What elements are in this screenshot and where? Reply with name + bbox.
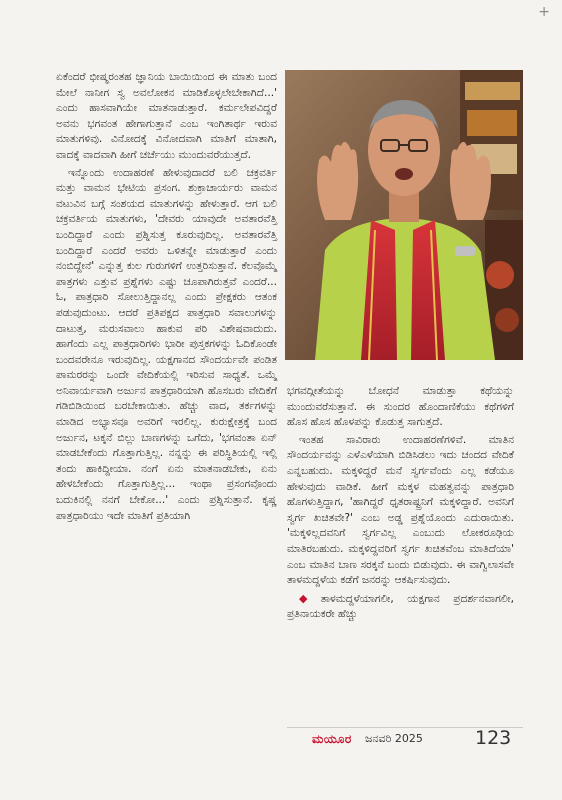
- corner-mark: +: [538, 4, 550, 20]
- left-column: [56, 70, 277, 524]
- paragraph: ಇನ್ನೊಂದು ಉದಾಹರಣೆ ಹೇಳುವುದಾದರೆ ಬಲಿ ಚಕ್ರವರ್ತಿ ಮತ್ತು ವಾಮನ ಭೇಟಿಯ ಪ್ರಸಂಗ. ಶುಕ್ರಾಚಾರ್ಯರು ವಾಮನ ವಟುವಿನ ಬಗ್ಗೆ ಸಂಶಯದ ಮಾತುಗಳನ್ನು ಹೇಳುತ್ತಾರೆ. ಆಗ ಬಲಿ ಚಕ್ರವರ್ತಿಯ ಮಾತುಗಳು, 'ದೇವರು ಯಾವುದೇ ಅವತಾರವೆತ್ತಿ ಬಂದಿದ್ದಾರೆ ಎಂದು ಪ್ರಶ್ನಿಸುತ್ತ ಕೂರುವುದಿಲ್ಲ. ಅವತಾರವೆತ್ತಿ ಬಂದಿದ್ದಾರೆ ಎಂದರೆ ಅವರು ಒಳಿತನ್ನೇ ಮಾಡುತ್ತಾರೆ ಎಂದು ನಂಬಿದ್ದೇನೆ' ಎನ್ನುತ್ತ ಕುಲ ಗುರುಗಳಿಗೆ ಉತ್ತರಿಸುತ್ತಾನೆ. ಕೆಲವೊಮ್ಮೆ ಪಾತ್ರಗಳು ಎತ್ತುವ ಪ್ರಶ್ನೆಗಳು ಎಷ್ಟು ಚೂಪಾಗಿರುತ್ತವೆ ಎಂದರೆ... ಓ, ಪಾತ್ರಧಾರಿ ಸೋಲುತ್ತಿದ್ದಾನಲ್ಲ ಎಂದು ಪ್ರೇಕ್ಷಕರು ಆತಂಕ ಪಡುವುದುಂಟು. ಆದರೆ ಪ್ರತಿಪಕ್ಷದ ಪಾತ್ರಧಾರಿ ಸವಾಲುಗಳನ್ನು ದಾಟುತ್ತ, ಮರುಸವಾಲು ಹಾಕುವ ಪರಿ ವಿಶೇಷವಾದುದು. ಹಾಗೆಂದು ಎಲ್ಲ ಪಾತ್ರಧಾರಿಗಳು ಭಾರೀ ಪುಸ್ತಕಗಳನ್ನು ಓದಿಕೊಂಡೇ ಬಂದವರೇನೂ ಇರುವುದಿಲ್ಲ. ಯಕ್ಷಗಾನದ ಸೌಂದರ್ಯವೇ ಪಂಡಿತ ಪಾಮರರನ್ನು ಒಂದೇ ವೇದಿಕೆಯಲ್ಲಿ ಇರಿಸುವ ಸಾಧ್ಯತೆ. ಒಮ್ಮೆ ಅನಿವಾರ್ಯವಾಗಿ ಅರ್ಜುನ ಪಾತ್ರಧಾರಿಯಾಗಿ ಹೊಸಬರು ವೇದಿಕೆಗೆ ಗಡಿಬಿಡಿಯಿಂದ ಬರಬೇಕಾಯಿತು. ಹೆಚ್ಚು ವಾದ, ತರ್ಕಗಳನ್ನು ಮಾಡಿದ ಅಭ್ಯಾಸವೂ ಅವರಿಗೆ ಇರಲಿಲ್ಲ. ಕುರುಕ್ಷೇತ್ರಕ್ಕೆ ಬಂದ ಅರ್ಜುನ, ಟಕ್ಕನೆ ಬಿಲ್ಲು ಬಾಣಗಳನ್ನು ಒಗೆದು, 'ಭಗವಂತಾ ಏನ್ ಮಾಡಬೇಕೆಂದು ಗೊತ್ತಾಗುತ್ತಿಲ್ಲ. ನನ್ನನ್ನು ಈ ಪರಿಸ್ಥಿತಿಯಲ್ಲಿ ಇಲ್ಲಿ ತಂದು ಹಾಕಿದ್ದೀಯಾ. ನಂಗೆ ಏನು ಮಾತನಾಡಬೇಕು, ಏನು ಹೇಳಬೇಕೆಂದು ಗೊತ್ತಾಗುತ್ತಿಲ್ಲ... ಇಂಥಾ ಪ್ರಸಂಗವೊಂದು ಬದುಕಿನಲ್ಲಿ ನನಗೆ ಬೇಕೋ...' ಎಂದು ಪ್ರಶ್ನಿಸುತ್ತಾನೆ. ಕೃಷ್ಣ ಪಾತ್ರಧಾರಿಯು ಇದೇ ಮಾತಿಗೆ ಪ್ರತಿಯಾಗಿ: [56, 166, 277, 522]
- pull-quote-text: ತಾಳಮದ್ದಳೆಯಾಗಲೀ, ಯಕ್ಷಗಾನ ಪ್ರದರ್ಶನವಾಗಲೀ, ಪ್ರತಿನಾಯಕರೇ ಹೆಚ್ಚು: [287, 592, 514, 621]
- issue-date: ಜನವರಿ 2025: [365, 732, 423, 745]
- diamond-bullet-icon: ◆: [299, 591, 318, 605]
- paragraph: ಇಂತಹ ಸಾವಿರಾರು ಉದಾಹರಣೆಗಳಿವೆ. ಮಾತಿನ ಸೌಂದರ್ಯವನ್ನು ಎಳೆಎಳೆಯಾಗಿ ಬಿಡಿಸಿಡಲು ಇದು ಚಂದದ ವೇದಿಕೆ ಎನ್ನಬಹುದು. ಮಕ್ಕಳಿದ್ದರೆ ಮನೆ ಸ್ವರ್ಗವೆಂದು ಎಲ್ಲ ಕಡೆಯೂ ಹೇಳುವುದು ವಾಡಿಕೆ. ಹೀಗೆ ಮಕ್ಕಳ ಮಹತ್ವವನ್ನು ಪಾತ್ರಧಾರಿ ಹೊಗಳುತ್ತಿದ್ದಾಗ, 'ಹಾಗಿದ್ದರೆ ಧೃತರಾಷ್ಟ್ರನಿಗೆ ಮಕ್ಕಳಿದ್ದಾರೆ. ಅವನಿಗೆ ಸ್ವರ್ಗ ಖಚಿತವೇ?' ಎಂಬ ಅಡ್ಡ ಪ್ರಶ್ನೆಯೊಂದು ಎದುರಾಯಿತು. 'ಮಕ್ಕಳಿಲ್ಲದವನಿಗೆ ಸ್ವರ್ಗವಿಲ್ಲ ಎಂಬುದು ಲೋಕರೂಢಿಯ ಮಾತಿರಬಹುದು. ಮಕ್ಕಳಿದ್ದವರಿಗೆ ಸ್ವರ್ಗ ಖಚಿತವೆಂಬ ಮಾತಿದೆಯಾ' ಎಂಬ ಮಾತಿನ ಬಾಣ ಸರಕ್ಕನೆ ಬಂದು ಬಿಡುವುದು. ಈ ವಾಗ್ವಿಲಾಸವೇ ತಾಳಮದ್ದಳೆಯ ಕಡೆಗೆ ಜನರನ್ನು ಆಕರ್ಷಿಸುವುದು.: [287, 433, 514, 587]
- paragraph: ಏಕೆಂದರೆ ಭೀಷ್ಮರಂತಹ ಜ್ಞಾನಿಯ ಬಾಯಿಯಿಂದ ಈ ಮಾತು ಬಂದ ಮೇಲೆ ನಾನೀಗ ಸ್ವ ಅವಲೋಕನ ಮಾಡಿಕೊಳ್ಳಲೇಬೇಕಾಗಿದೆ...' ಎಂದು ಹಾಸವಾಗಿಯೇ ಮಾತನಾಡುತ್ತಾರೆ. ಕರ್ಮಲೇಪವಿದ್ದರೆ ಅವನು ಭಗವಂತ ಹೇಗಾಗುತ್ತಾನೆ ಎಂಬ ಇಂಗಿತಾರ್ಥ ಇರುವ ಮಾತುಗಳಿವು. ವಿನೋದಕ್ಕೆ ವಿನೋದವಾಗಿ ಮಾತಿಗೆ ಮಾತಾಗಿ, ವಾದಕ್ಕೆ ವಾದವಾಗಿ ಹೀಗೆ ಚರ್ಚೆಯು ಮುಂದುವರೆಯುತ್ತದೆ.: [56, 71, 277, 161]
- pull-quote: [287, 591, 514, 623]
- right-column: [287, 384, 514, 623]
- page-footer: [0, 729, 562, 753]
- magazine-logo: ಮಯೂರ: [312, 732, 352, 746]
- photo-illustration: [285, 70, 523, 360]
- article-photo: [285, 70, 523, 360]
- paragraph: ಭಗವದ್ಗೀತೆಯನ್ನು ಬೋಧನೆ ಮಾಡುತ್ತಾ ಕಥೆಯನ್ನು ಮುಂದುವರೆಸುತ್ತಾನೆ. ಈ ಸುಂದರ ಹೊಂದಾಣಿಕೆಯು ಕಥೆಗಳಿಗೆ ಹೊಸ ಹೊಸ ಹೊಳಪನ್ನು ಕೊಡುತ್ತ ಸಾಗುತ್ತದೆ.: [287, 385, 514, 429]
- page-number: 123: [475, 727, 512, 749]
